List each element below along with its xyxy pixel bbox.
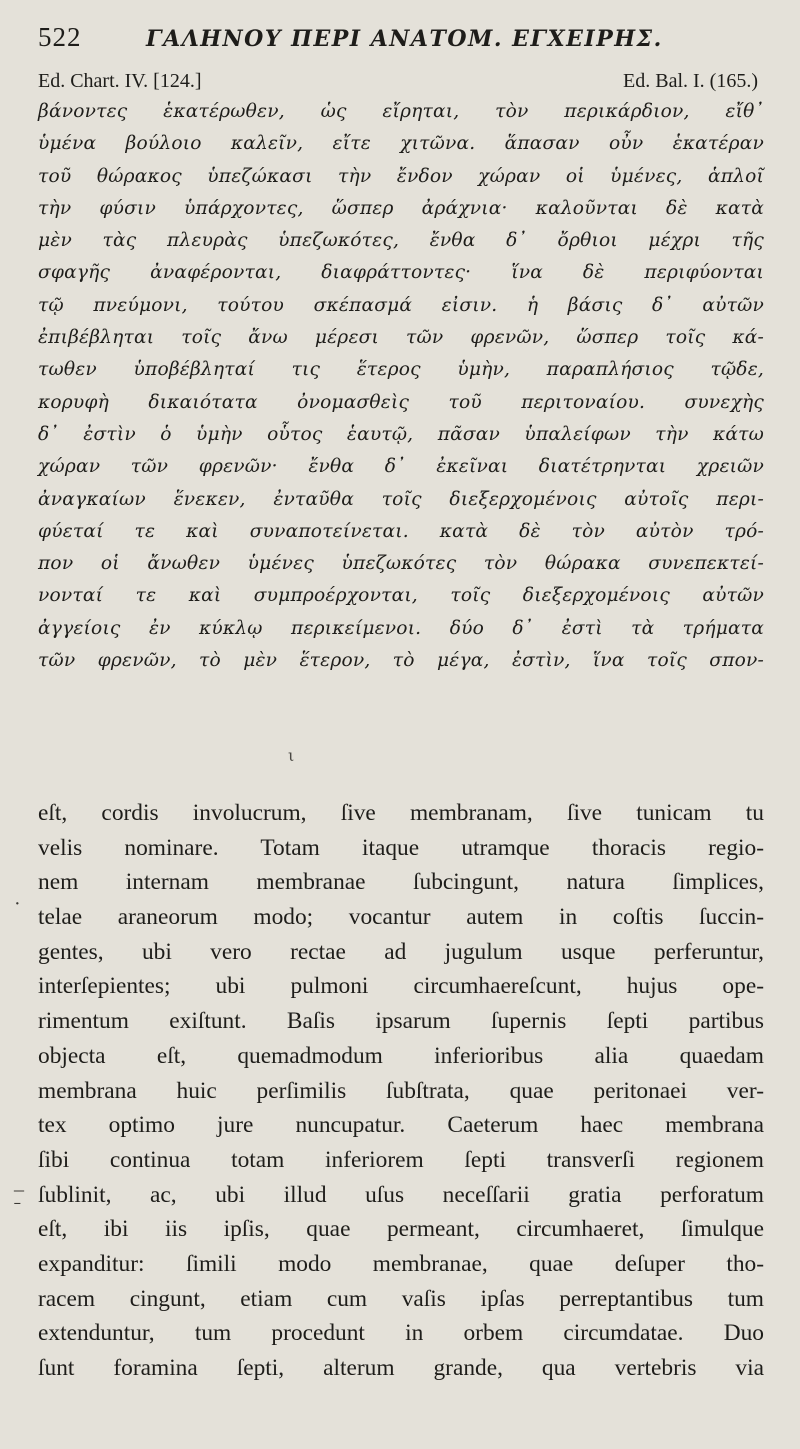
- greek-line: πον οἱ ἄνωθεν ὑμένες ὑπεζωκότες τὸν θώρακα συνεπεκτεί-: [38, 553, 764, 575]
- greek-line: ἐπιβέβληται τοῖς ἄνω μέρεσι τῶν φρενῶν, ὥσπερ τοῖς κά-: [38, 327, 764, 349]
- margin-dot-mark: ·: [14, 893, 21, 915]
- page-number: 522: [38, 22, 82, 52]
- running-head: [38, 22, 764, 66]
- latin-line: gentes, ubi vero rectae ad jugulum usque perferuntur,: [38, 938, 764, 965]
- greek-line: δ᾽ ἐστὶν ὁ ὑμὴν οὗτος ἑαυτῷ, πᾶσαν ὑπαλείφων τὴν κάτω: [38, 423, 764, 445]
- latin-line: telae araneorum modo; vocantur autem in coſtis ſuccin-: [38, 904, 764, 931]
- edition-chart-reference: Ed. Chart. IV. [124.]: [38, 69, 202, 92]
- latin-line: tex optimo jure nuncupatur. Caeterum haec membrana: [38, 1112, 764, 1139]
- greek-line: ἀναγκαίων ἕνεκεν, ἐνταῦθα τοῖς διεξερχομένοις αὐτοῖς περι-: [38, 488, 764, 510]
- edition-basel-reference: Ed. Bal. I. (165.): [623, 69, 758, 92]
- greek-line: τοῦ θώρακος ὑπεζώκασι τὴν ἔνδον χώραν οἱ ὑμένες, ἁπλοῖ: [38, 165, 764, 187]
- greek-line: βάνοντες ἑκατέρωθεν, ὡς εἴρηται, τὸν περικάρδιον, εἴθ᾽: [38, 101, 764, 122]
- greek-line: φύεταί τε καὶ συναποτείνεται. κατὰ δὲ τὸν αὐτὸν τρό-: [38, 520, 764, 542]
- latin-line: ſunt foramina ſepti, alterum grande, qua vertebris via: [38, 1355, 764, 1381]
- section-divider: [38, 746, 764, 776]
- greek-line: τωθεν ὑποβέβληταί τις ἕτερος ὑμὴν, παραπλήσιος τῷδε,: [38, 359, 764, 381]
- latin-line: eſt, cordis involucrum, ſive membranam, ſive tunicam tu: [38, 800, 764, 826]
- latin-text-block: [38, 796, 764, 1386]
- greek-line: ἀγγείοις ἐν κύκλῳ περικείμενοι. δύο δ᾽ ἐστὶ τὰ τρήματα: [38, 617, 764, 639]
- margin-dash-mark: _: [14, 1172, 24, 1194]
- latin-line: extenduntur, tum procedunt in orbem circumdatae. Duo: [38, 1320, 764, 1347]
- latin-line: objecta eſt, quemadmodum inferioribus alia quaedam: [38, 1042, 764, 1069]
- latin-line: racem cingunt, etiam cum vaſis ipſas perreptantibus tum: [38, 1285, 764, 1312]
- latin-line: velis nominare. Totam itaque utramque thoracis regio-: [38, 834, 764, 861]
- greek-line: μὲν τὰς πλευρὰς ὑπεζωκότες, ἔνθα δ᾽ ὄρθιοι μέχρι τῆς: [38, 230, 764, 252]
- greek-line: νονταί τε καὶ συμπροέρχονται, τοῖς διεξερχομένοις αὐτῶν: [38, 585, 764, 607]
- greek-line: τῶν φρενῶν, τὸ μὲν ἕτερον, τὸ μέγα, ἐστὶν, ἵνα τοῖς σπον-: [38, 650, 764, 672]
- greek-text-block: [38, 96, 764, 746]
- margin-tick-mark: ˉ: [14, 1198, 21, 1220]
- latin-line: membrana huic perſimilis ſubſtrata, quae peritonaei ver-: [38, 1077, 764, 1104]
- latin-line: eſt, ibi iis ipſis, quae permeant, circumhaeret, ſimulque: [38, 1216, 764, 1243]
- greek-line: σφαγῆς ἀναφέρονται, διαφράττοντες· ἵνα δὲ περιφύονται: [38, 262, 764, 284]
- latin-line: ſublinit, ac, ubi illud uſus neceſſarii gratia perforatum: [38, 1181, 764, 1208]
- latin-line: rimentum exiſtunt. Baſis ipsarum ſupernis ſepti partibus: [38, 1008, 764, 1035]
- running-title: ΓΑΛΗΝΟΥ ΠΕΡΙ ΑΝΑΤΟΜ. ΕΓΧΕΙΡΗΣ.: [146, 26, 663, 52]
- ink-mark: ι: [288, 746, 295, 765]
- latin-line: expanditur: ſimili modo membranae, quae deſuper tho-: [38, 1250, 764, 1277]
- greek-line: τὴν φύσιν ὑπάρχοντες, ὥσπερ ἀράχνια· καλοῦνται δὲ κατὰ: [38, 197, 764, 219]
- latin-line: ſibi continua totam inferiorem ſepti transverſi regionem: [38, 1146, 764, 1173]
- greek-line: κορυφὴ δικαιότατα ὀνομασθεὶς τοῦ περιτοναίου. συνεχὴς: [38, 391, 764, 413]
- greek-line: χώραν τῶν φρενῶν· ἔνθα δ᾽ ἐκεῖναι διατέτρηνται χρειῶν: [38, 456, 764, 478]
- greek-line: τῷ πνεύμονι, τούτου σκέπασμά εἰσιν. ἡ βάσις δ᾽ αὐτῶν: [38, 294, 764, 316]
- greek-line: ὑμένα βούλοιο καλεῖν, εἴτε χιτῶνα. ἅπασαν οὖν ἑκατέραν: [38, 133, 764, 155]
- latin-line: nem internam membranae ſubcingunt, natura ſimplices,: [38, 869, 764, 896]
- edition-references: [38, 66, 764, 96]
- latin-line: interſepientes; ubi pulmoni circumhaereſcunt, hujus ope-: [38, 973, 764, 1000]
